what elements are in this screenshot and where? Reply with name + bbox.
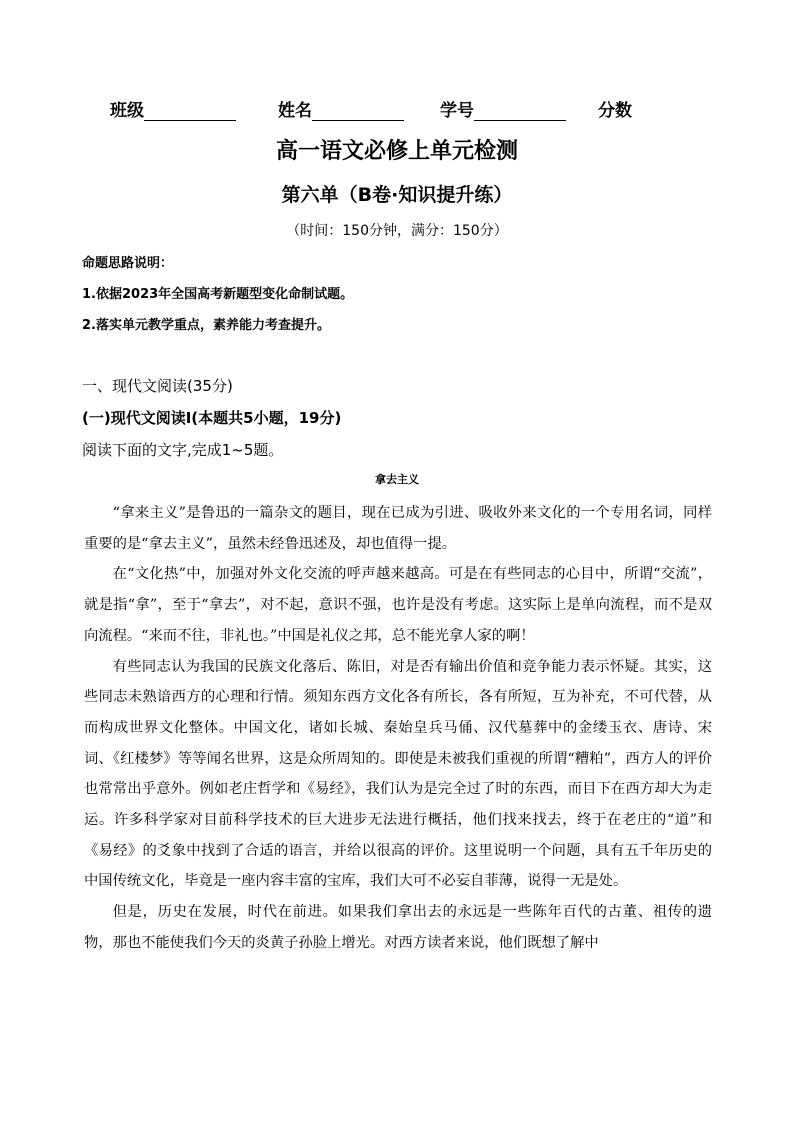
- notes-heading: 命题思路说明：: [82, 256, 174, 271]
- design-notes: [82, 253, 722, 346]
- notes-item: 2.落实单元教学重点，素养能力考查提升。: [82, 318, 330, 333]
- student-id-label: 学号: [440, 101, 474, 121]
- name-blank[interactable]: [312, 102, 404, 121]
- notes-item: 1.依据2023年全国高考新题型变化命制试题。: [82, 287, 354, 302]
- name-field: [278, 96, 404, 121]
- student-info-line: [110, 96, 710, 124]
- essay-paragraph: “拿来主义”是鲁迅的一篇杂文的题目，现在已成为引进、吸收外来文化的一个专用名词，同样重要的是“拿去主义”，虽然未经鲁迅述及，却也值得一提。: [84, 505, 712, 552]
- time-score-info: （时间：150分钟，满分：150分）: [286, 223, 508, 239]
- exam-title: 高一语文必修上单元检测: [275, 139, 518, 164]
- exam-subtitle: 第六单（B卷·知识提升练）: [281, 184, 513, 206]
- class-field: [110, 96, 236, 121]
- student-id-blank[interactable]: [474, 102, 566, 121]
- essay-title: 拿去主义: [375, 473, 419, 486]
- part-title: 一、现代文阅读(35分): [82, 377, 233, 395]
- essay-paragraph: 但是，历史在发展，时代在前进。如果我们拿出去的永远是一些陈年百代的古董、祖传的遗物，那也不能使我们今天的炎黄子孙脸上增光。对西方读者来说，他们既想了解中: [84, 904, 712, 951]
- score-field: [598, 96, 632, 121]
- reading-instruction: 阅读下面的文字,完成1~5题。: [82, 441, 284, 459]
- class-label: 班级: [110, 101, 144, 121]
- essay-paragraph: 在“文化热”中，加强对外文化交流的呼声越来越高。可是在有些同志的心目中，所谓“交流”，就是指“拿”，至于“拿去”，对不起，意识不强，也许是没有考虑。这实际上是单向流程，而不是双向流程。“来而不往，非礼也。”中国是礼仪之邦，总不能光拿人家的啊！: [84, 566, 712, 644]
- class-blank[interactable]: [144, 102, 236, 121]
- essay-body: [84, 498, 712, 959]
- name-label: 姓名: [278, 101, 312, 121]
- subsection-title: (一)现代文阅读Ⅰ(本题共5小题，19分): [82, 409, 342, 427]
- essay-paragraph: 有些同志认为我国的民族文化落后、陈旧，对是否有输出价值和竞争能力表示怀疑。其实，这些同志未熟谙西方的心理和行情。须知东西方文化各有所长，各有所短，互为补充，不可代替，从而构成世界文化整体。中国文化，诸如长城、秦始皇兵马俑、汉代墓葬中的金缕玉衣、唐诗、宋词、《红楼梦》等等闻名世界，这是众所周知的。即使是未被我们重视的所谓“糟粕”，西方人的评价也常常出乎意外。例如老庄哲学和《易经》，我们认为是完全过了时的东西，而目下在西方却大为走运。许多科学家对目前科学技术的巨大进步无法进行概括，他们找来找去，终于在老庄的“道”和《易经》的爻象中找到了合适的语言，并给以很高的评价。这里说明一个问题，具有五千年历史的中国传统文化，毕竟是一座内容丰富的宝库，我们大可不必妄自菲薄，说得一无是处。: [84, 658, 712, 890]
- student-id-field: [440, 96, 566, 121]
- score-label: 分数: [598, 101, 632, 121]
